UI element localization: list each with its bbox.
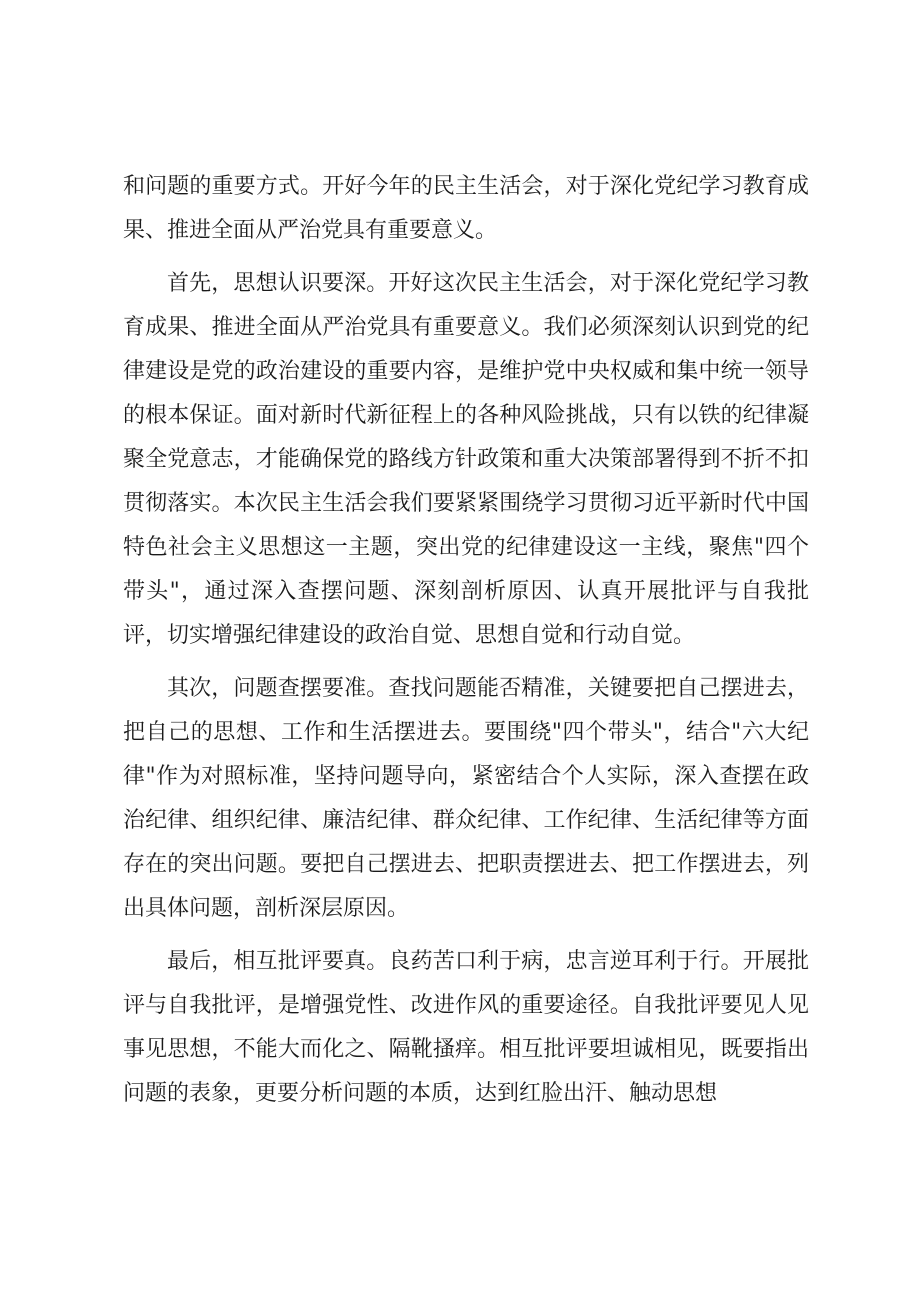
paragraph-problems: 其次，问题查摆要准。查找问题能否精准，关键要把自己摆进去，把自己的思想、工作和生活摆进去。要围绕"四个带头"，结合"六大纪律"作为对照标准，坚持问题导向，紧密结合个人实际，深入查摆在政治纪律、组织纪律、廉洁纪律、群众纪律、工作纪律、生活纪律等方面存在的突出问题。要把自己摆进去、把职责摆进去、把工作摆进去，列出具体问题，剖析深层原因。 xyxy=(123,676,809,921)
document-body xyxy=(123,165,809,1125)
paragraph-thinking: 首先，思想认识要深。开好这次民主生活会，对于深化党纪学习教育成果、推进全面从严治党具有重要意义。我们必须深刻认识到党的纪律建设是党的政治建设的重要内容，是维护党中央权威和集中统一领导的根本保证。面对新时代新征程上的各种风险挑战，只有以铁的纪律凝聚全党意志，才能确保党的路线方针政策和重大决策部署得到不折不扣贯彻落实。本次民主生活会我们要紧紧围绕学习贯彻习近平新时代中国特色社会主义思想这一主题，突出党的纪律建设这一主线，聚焦"四个带头"，通过深入查摆问题、深刻剖析原因、认真开展批评与自我批评，切实增强纪律建设的政治自觉、思想自觉和行动自觉。 xyxy=(123,271,809,648)
paragraph-continuation: 和问题的重要方式。开好今年的民主生活会，对于深化党纪学习教育成果、推进全面从严治党具有重要意义。 xyxy=(123,174,809,243)
paragraph-criticism: 最后，相互批评要真。良药苦口利于病，忠言逆耳利于行。开展批评与自我批评，是增强党性、改进作风的重要途径。自我批评要见人见事见思想，不能大而化之、隔靴搔痒。相互批评要坦诚相见，既要指出问题的表象，更要分析问题的本质，达到红脸出汗、触动思想 xyxy=(123,949,809,1106)
